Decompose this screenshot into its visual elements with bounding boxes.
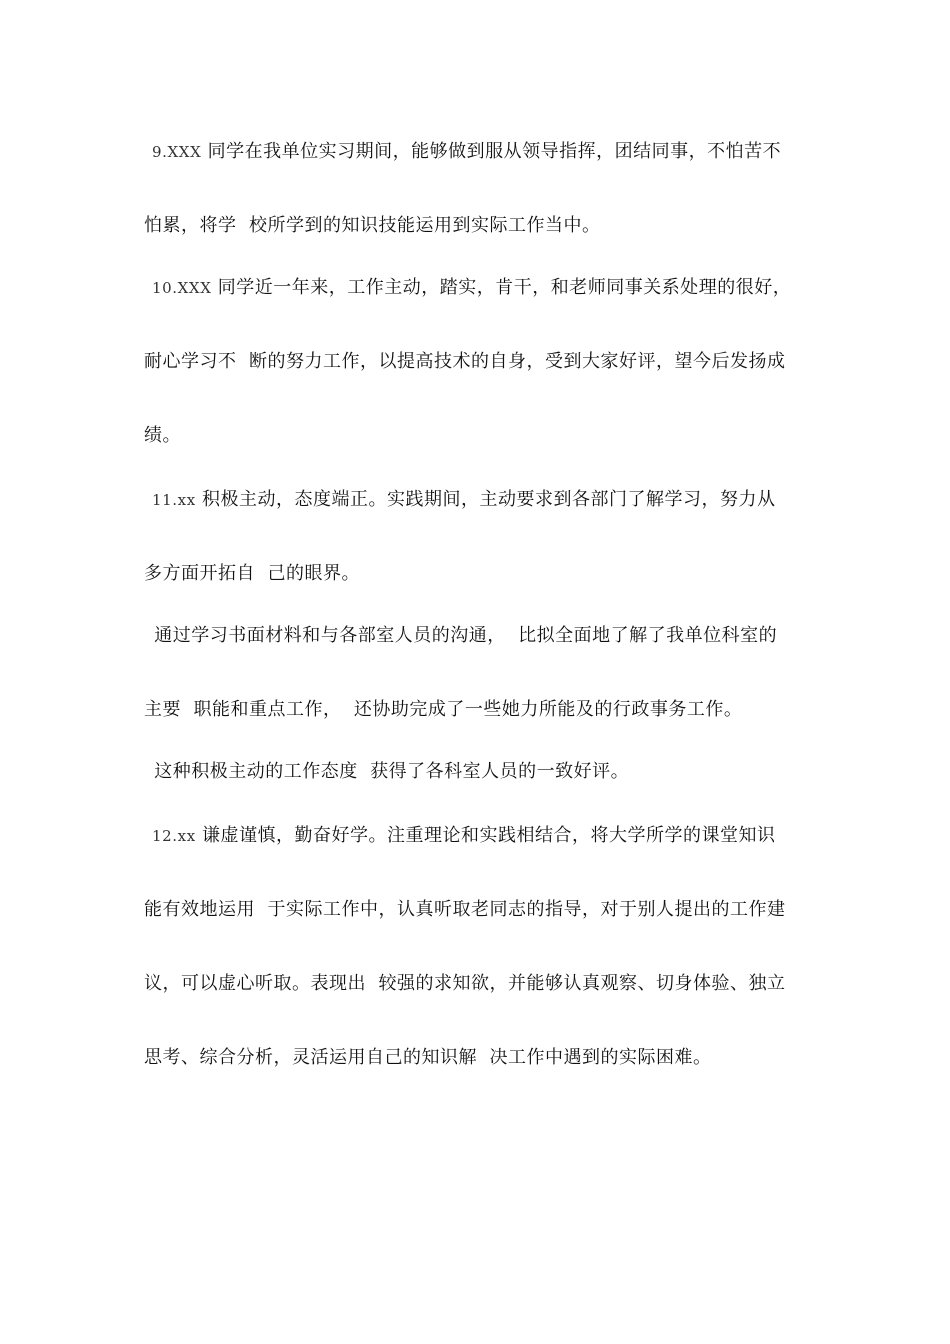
item-number: 10.XXX [152, 279, 212, 297]
paragraph-line [152, 276, 791, 300]
paragraph-line: 思考、综合分析，灵活运用自己的知识解 决工作中遇到的实际困难。 [144, 1047, 712, 1068]
paragraph-line: 这种积极主动的工作态度 获得了各科室人员的一致好评。 [148, 761, 630, 782]
paragraph-line: 怕累，将学 校所学到的知识技能运用到实际工作当中。 [144, 215, 601, 236]
paragraph-line: 绩。 [144, 425, 181, 446]
paragraph-line: 通过学习书面材料和与各部室人员的沟通， 比拟全面地了解了我单位科室的 [148, 625, 778, 646]
paragraph-line: 主要 职能和重点工作， 还协助完成了一些她力所能及的行政事务工作。 [144, 699, 743, 720]
paragraph-line [152, 140, 781, 164]
item-number: 11.xx [152, 491, 196, 509]
paragraph-line: 耐心学习不 断的努力工作，以提高技术的自身，受到大家好评，望今后发扬成 [144, 351, 786, 372]
paragraph-line: 多方面开拓自 己的眼界。 [144, 563, 360, 584]
paragraph-line: 能有效地运用 于实际工作中，认真听取老同志的指导，对于别人提出的工作建 [144, 899, 786, 920]
line-text: 积极主动，态度端正。实践期间，主动要求到各部门了解学习，努力从 [195, 489, 776, 510]
item-number: 12.xx [152, 827, 196, 845]
paragraph-line: 议，可以虚心听取。表现出 较强的求知欲，并能够认真观察、切身体验、独立 [144, 973, 786, 994]
line-text: 同学近一年来，工作主动，踏实，肯干，和老师同事关系处理的很好， [211, 277, 792, 298]
item-number: 9.XXX [152, 143, 202, 161]
paragraph-line [152, 488, 776, 512]
paragraph-line [152, 824, 776, 848]
line-text: 谦虚谨慎，勤奋好学。注重理论和实践相结合，将大学所学的课堂知识 [195, 825, 776, 846]
line-text: 同学在我单位实习期间，能够做到服从领导指挥，团结同事，不怕苦不 [201, 141, 782, 162]
